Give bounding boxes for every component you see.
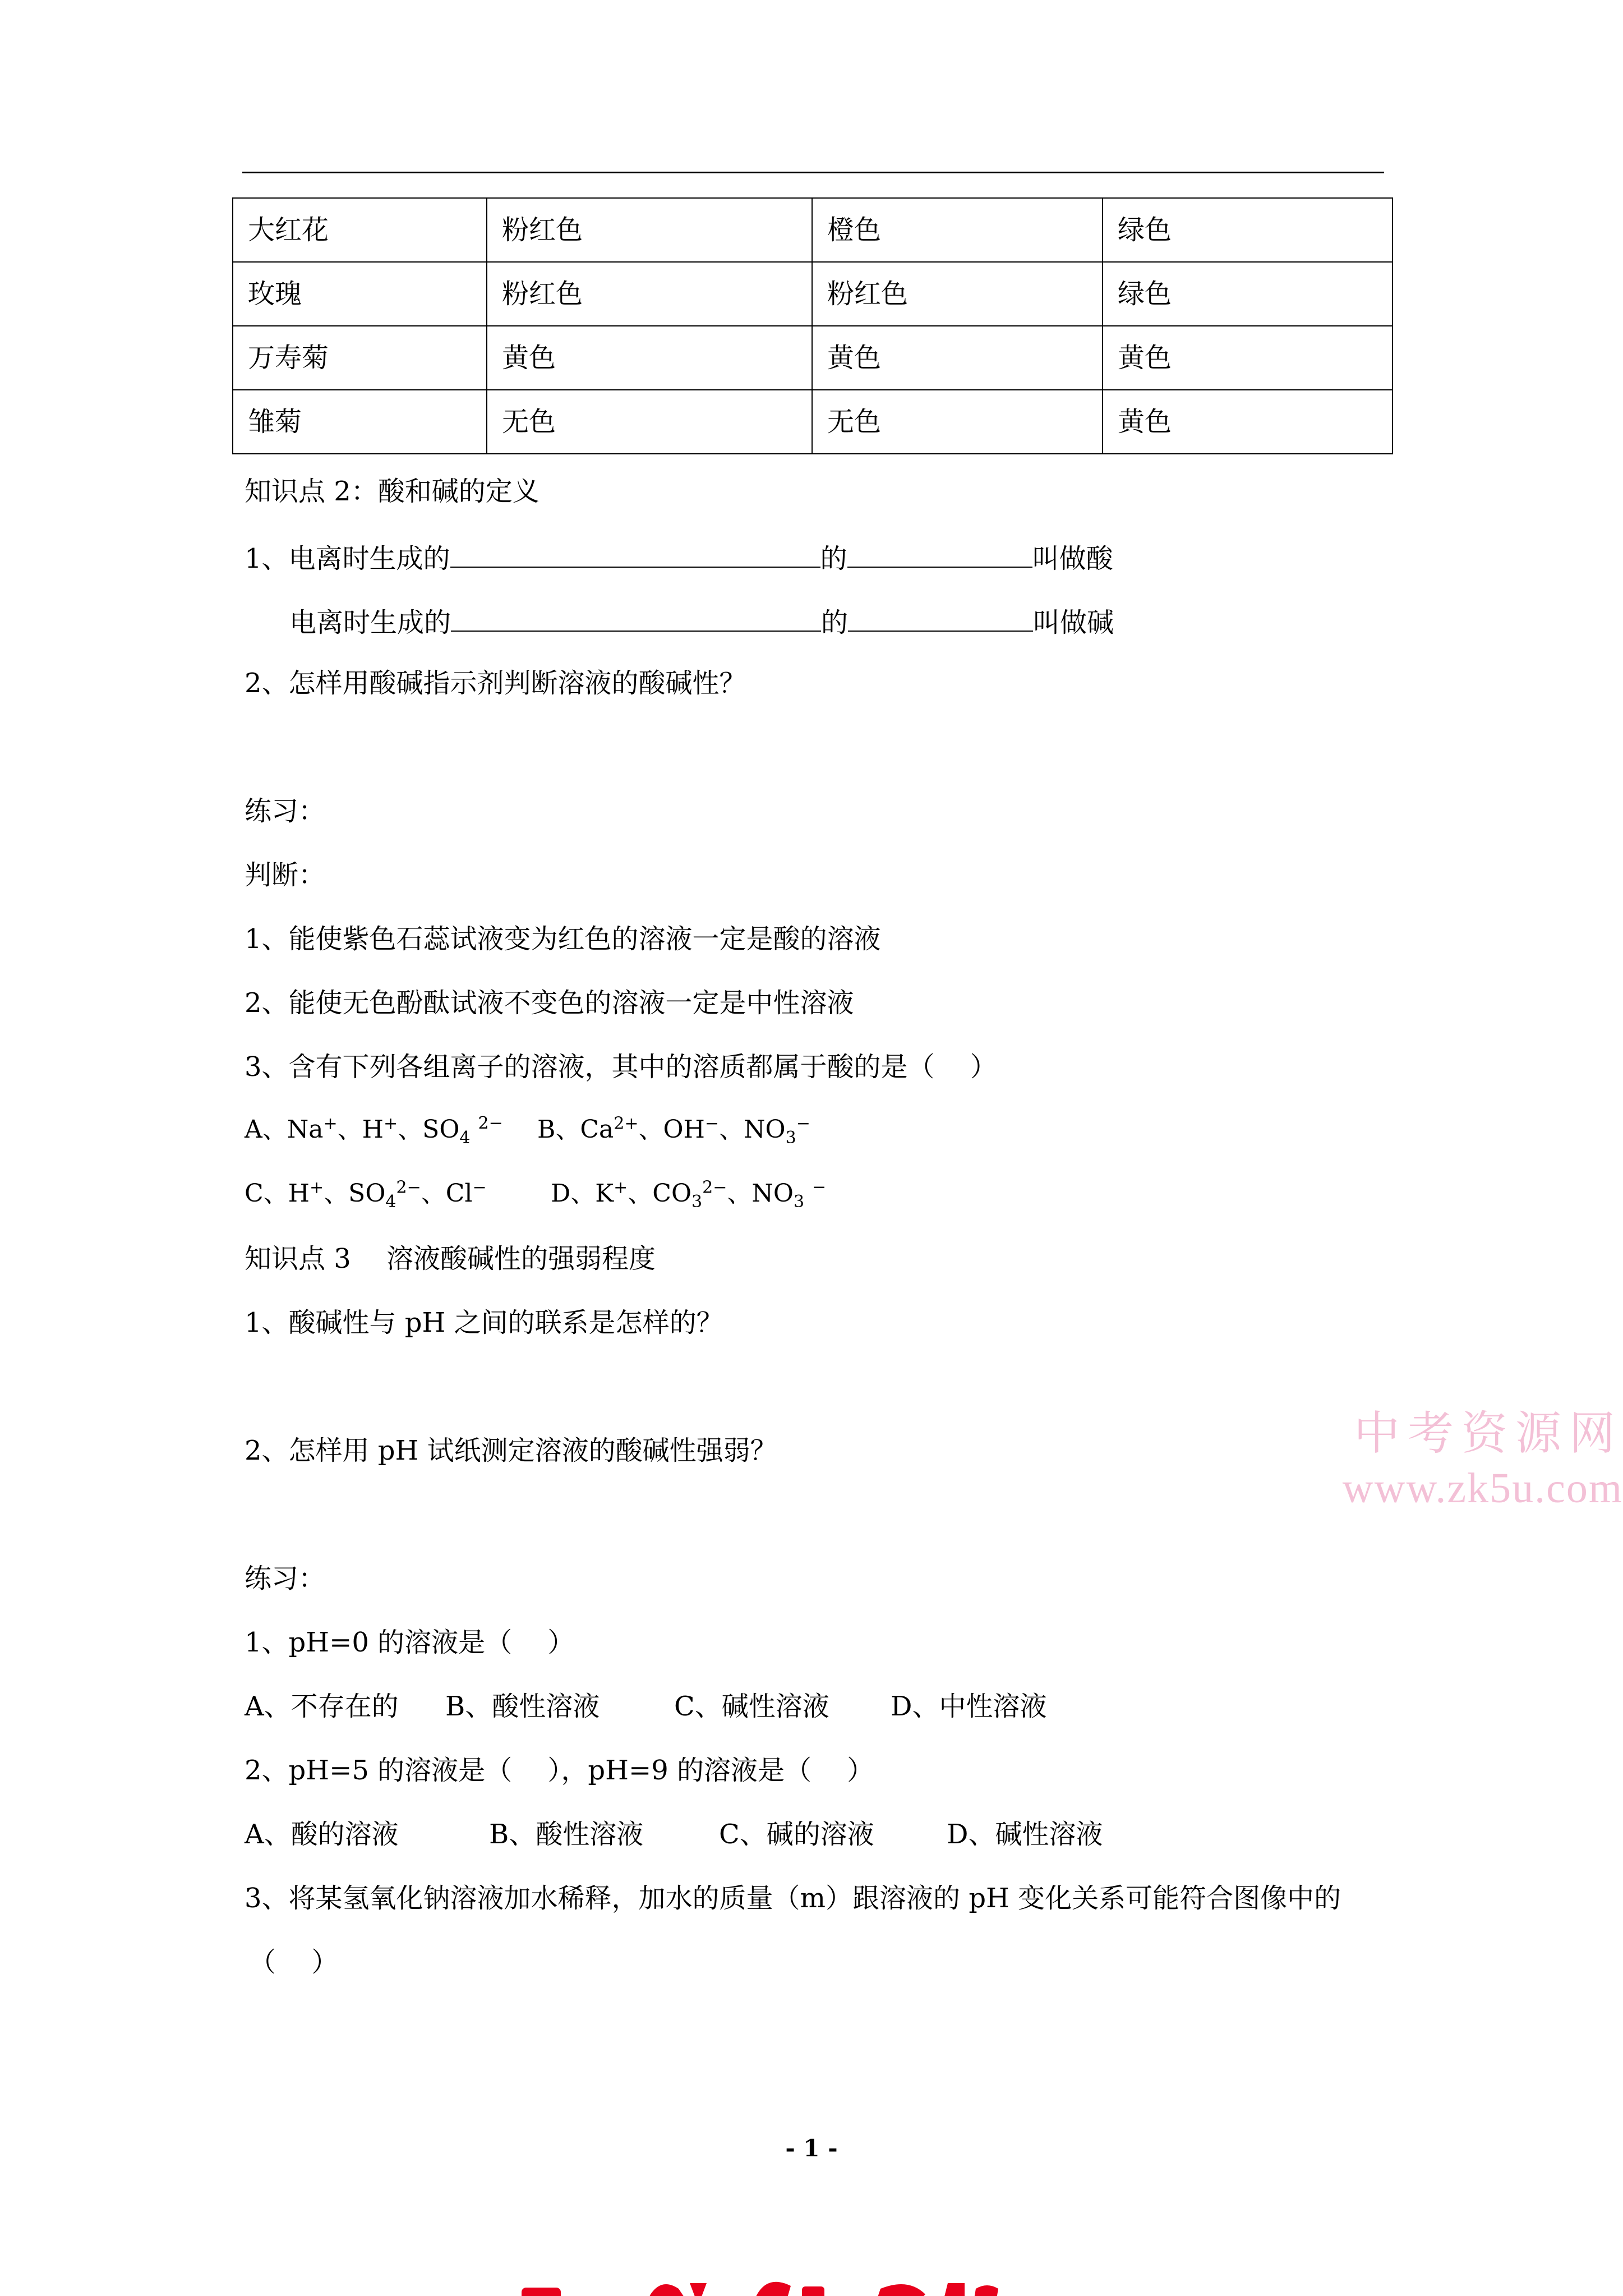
table-cell: 无色 — [812, 390, 1103, 454]
indicator-color-table — [232, 197, 1393, 454]
table-cell: 万寿菊 — [233, 326, 487, 390]
table-row — [233, 262, 1393, 326]
choice-a[interactable]: A、不存在的 — [245, 1691, 399, 1722]
answer-blank[interactable] — [847, 542, 1032, 568]
choice-c[interactable]: C、碱性溶液 — [674, 1691, 829, 1722]
choice-d[interactable]: D、中性溶液 — [891, 1691, 1047, 1722]
choice-b[interactable]: B、酸性溶液 — [445, 1691, 600, 1722]
table-cell: 黄色 — [487, 326, 812, 390]
answer-parentheses: （ ） — [249, 1947, 339, 1978]
table-cell: 绿色 — [1103, 198, 1393, 262]
option-a[interactable] — [245, 1114, 503, 1148]
option-text: 、H — [337, 1115, 384, 1144]
table-cell: 黄色 — [1103, 326, 1393, 390]
table-cell: 无色 — [487, 390, 812, 454]
superscript: − — [796, 1114, 810, 1134]
practice-question-2: 2、能使无色酚酞试液不变色的溶液一定是中性溶液 — [245, 987, 854, 1019]
subscript: 4 — [459, 1128, 471, 1148]
table-cell: 粉红色 — [812, 262, 1103, 326]
option-text: B、Ca — [537, 1115, 614, 1144]
kp3-title: 知识点 3 溶液酸碱性的强弱程度 — [245, 1243, 656, 1274]
kp3-question-2: 2、怎样用 pH 试纸测定溶液的酸碱性强弱？ — [245, 1435, 777, 1466]
option-text: 、Cl — [421, 1179, 473, 1208]
option-text: D、K — [551, 1179, 614, 1208]
kp2-question-2: 2、怎样用酸碱指示剂判断溶液的酸碱性？ — [245, 668, 746, 699]
superscript: + — [310, 1177, 324, 1198]
practice-question-1: 1、能使紫色石蕊试液变为红色的溶液一定是酸的溶液 — [245, 923, 881, 955]
table-cell: 橙色 — [812, 198, 1103, 262]
superscript: 2− — [396, 1177, 421, 1198]
answer-blank[interactable] — [450, 542, 820, 568]
answer-blank[interactable] — [451, 606, 821, 632]
watermark-url: www.zk5u.com — [1342, 1465, 1623, 1512]
answer-blank[interactable] — [848, 606, 1033, 632]
table-cell: 黄色 — [1103, 390, 1393, 454]
practice-question-3: 3、含有下列各组离子的溶液，其中的溶质都属于酸的是（ ） — [245, 1051, 997, 1083]
practice-subtitle: 判断： — [245, 859, 326, 891]
choice-d[interactable]: D、碱性溶液 — [947, 1819, 1103, 1850]
question-text: 的 — [821, 607, 849, 638]
table-cell: 雏菊 — [233, 390, 487, 454]
superscript: − — [812, 1177, 827, 1198]
banner-strokes-icon — [522, 2272, 1060, 2296]
option-text: 、NO — [719, 1115, 786, 1144]
choice-b[interactable]: B、酸性溶液 — [489, 1819, 644, 1850]
superscript: 2− — [702, 1177, 727, 1198]
option-d[interactable] — [551, 1177, 827, 1212]
superscript: 2+ — [614, 1114, 639, 1134]
practice-title: 练习： — [245, 795, 326, 827]
question-text: 的 — [820, 543, 847, 574]
superscript: + — [323, 1114, 338, 1134]
table-row — [233, 390, 1393, 454]
kp2-title: 知识点 2：酸和碱的定义 — [245, 476, 540, 507]
superscript: 2− — [478, 1114, 503, 1134]
bottom-banner-logo — [0, 2266, 1623, 2296]
option-text: 、CO — [628, 1179, 692, 1208]
option-text: 、NO — [727, 1179, 794, 1208]
table-cell: 玫瑰 — [233, 262, 487, 326]
superscript: − — [472, 1177, 487, 1198]
option-text: A、Na — [245, 1115, 324, 1144]
page-number: - 1 - — [785, 2134, 838, 2162]
practice-question-2: 2、pH=5 的溶液是（ ），pH=9 的溶液是（ ） — [245, 1755, 874, 1786]
question-text: 叫做酸 — [1032, 543, 1113, 574]
subscript: 3 — [793, 1191, 805, 1212]
kp3-question-1: 1、酸碱性与 pH 之间的联系是怎样的？ — [245, 1307, 723, 1338]
watermark-text: 中考资源网 — [1353, 1408, 1623, 1459]
header-rule — [242, 172, 1384, 173]
kp2-question-1b — [289, 606, 1114, 636]
subscript: 3 — [691, 1191, 703, 1212]
table-cell: 大红花 — [233, 198, 487, 262]
table-cell: 绿色 — [1103, 262, 1393, 326]
option-c[interactable] — [245, 1177, 487, 1212]
question-text: 1、电离时生成的 — [245, 543, 450, 574]
practice-question-3: 3、将某氢氧化钠溶液加水稀释，加水的质量（m）跟溶液的 pH 变化关系可能符合图像中的 — [245, 1883, 1341, 1914]
kp2-question-1 — [245, 542, 1113, 572]
question-text: 电离时生成的 — [289, 607, 451, 638]
option-text: 、SO — [398, 1115, 460, 1144]
table-cell: 粉红色 — [487, 198, 812, 262]
choice-c[interactable]: C、碱的溶液 — [719, 1819, 874, 1850]
table-cell: 黄色 — [812, 326, 1103, 390]
table-cell: 粉红色 — [487, 262, 812, 326]
practice-question-1: 1、pH=0 的溶液是（ ） — [245, 1627, 575, 1658]
question-text: 叫做碱 — [1033, 607, 1114, 638]
option-text: 、SO — [324, 1179, 386, 1208]
table-row — [233, 326, 1393, 390]
option-b[interactable] — [537, 1114, 810, 1148]
subscript: 3 — [785, 1128, 796, 1148]
superscript: + — [614, 1177, 628, 1198]
subscript: 4 — [385, 1191, 396, 1212]
superscript: − — [704, 1114, 720, 1134]
option-text: C、H — [245, 1179, 310, 1208]
option-text: 、OH — [638, 1115, 705, 1144]
choice-a[interactable]: A、酸的溶液 — [245, 1819, 399, 1850]
superscript: + — [384, 1114, 398, 1134]
practice-title: 练习： — [245, 1563, 326, 1594]
table-row — [233, 198, 1393, 262]
